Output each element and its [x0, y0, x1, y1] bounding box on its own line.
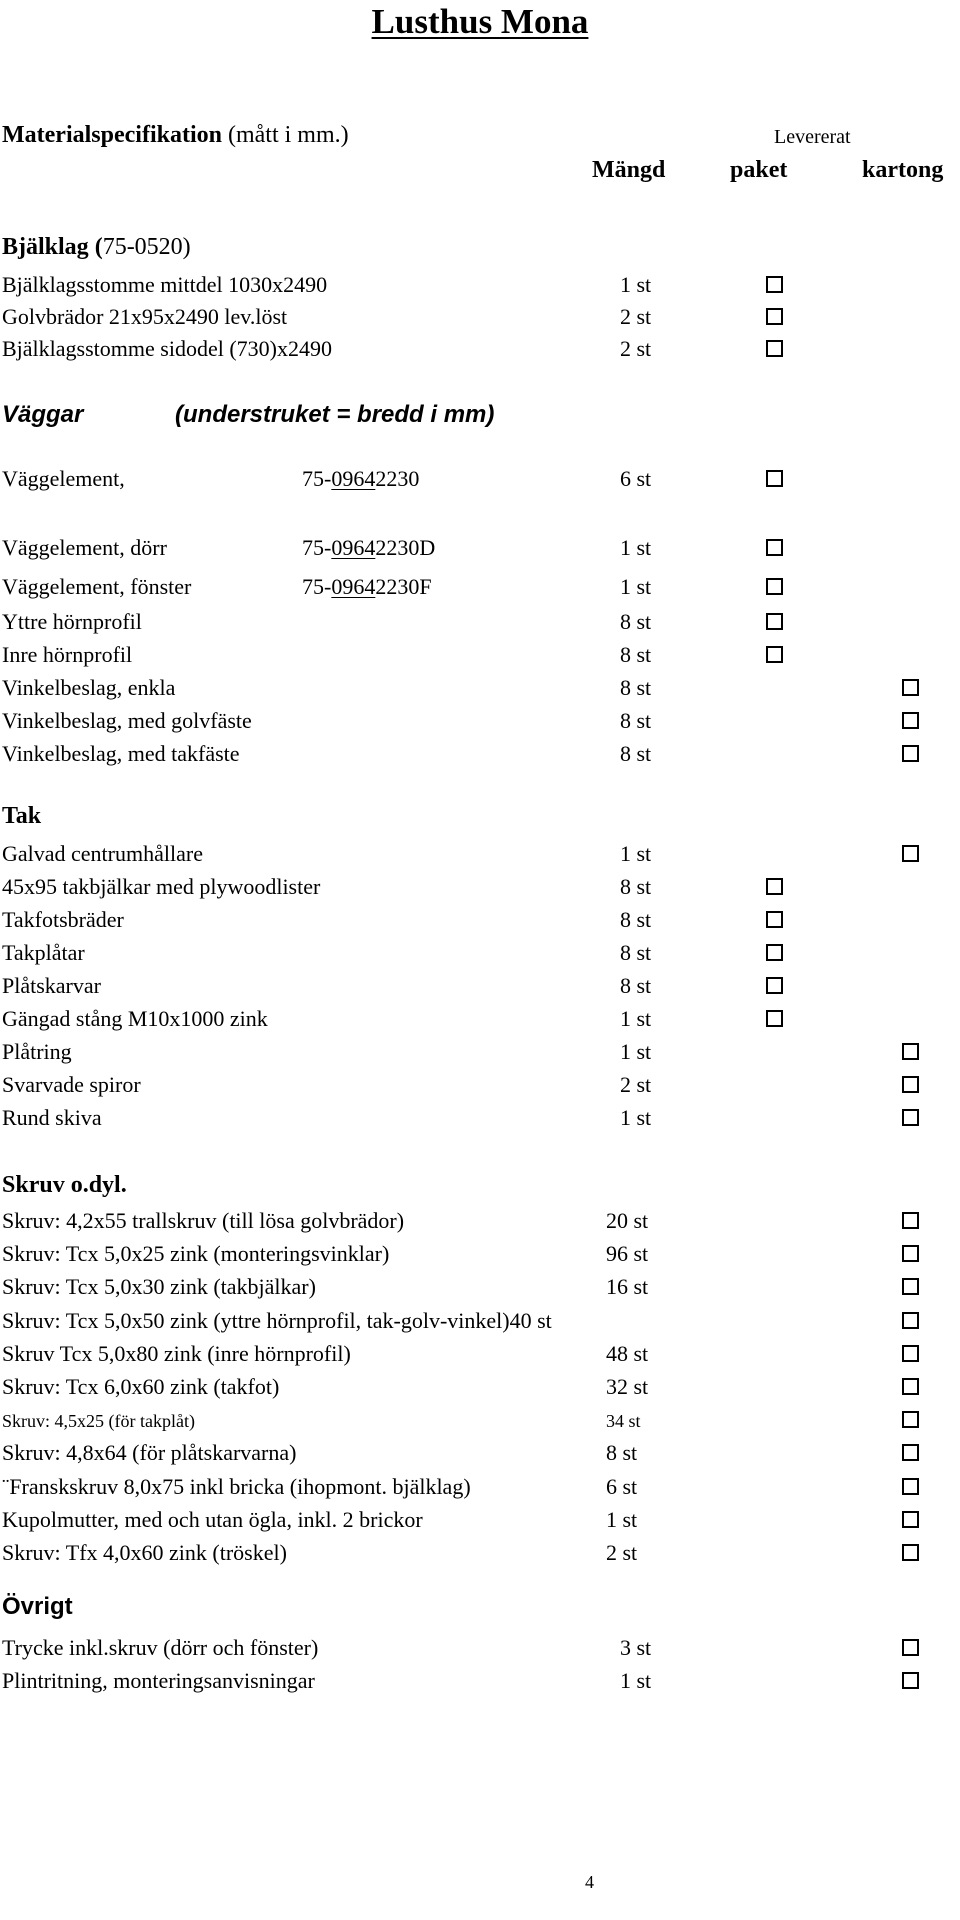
- item-quantity: 1 st: [620, 272, 652, 297]
- element-code-suffix: 2230: [375, 466, 420, 491]
- paket-checkbox[interactable]: [766, 276, 783, 293]
- item-quantity: 2 st: [620, 336, 652, 361]
- item-name: Skruv: Tcx 5,0x30 zink (takbjälkar): [2, 1274, 316, 1300]
- item-quantity: 8 st: [620, 708, 652, 733]
- item-name: Gängad stång M10x1000 zink: [2, 1006, 268, 1031]
- item-quantity: 16 st: [606, 1274, 649, 1300]
- item-name: Vinkelbeslag, med takfäste: [2, 741, 240, 766]
- item-quantity: 1 st: [606, 1506, 638, 1532]
- item-quantity: 8 st: [606, 1440, 638, 1466]
- item-name: Skruv: Tcx 6,0x60 zink (takfot): [2, 1374, 280, 1399]
- item-quantity: 8 st: [620, 973, 652, 998]
- item-name: Bjälklagsstomme sidodel (730)x2490: [2, 336, 332, 361]
- paket-checkbox[interactable]: [766, 944, 783, 961]
- kartong-checkbox[interactable]: [902, 1043, 919, 1060]
- kartong-checkbox[interactable]: [902, 1245, 919, 1262]
- section-heading-ovrigt: Övrigt: [2, 1593, 73, 1620]
- item-name: Skruv Tcx 5,0x80 zink (inre hörnprofil): [2, 1340, 351, 1366]
- element-code-prefix: 75-: [302, 466, 332, 491]
- title-text: Lusthus Mona: [371, 2, 589, 41]
- paket-checkbox[interactable]: [766, 646, 783, 663]
- vaggar-note: (understruket = bredd i mm): [175, 401, 495, 428]
- paket-checkbox[interactable]: [766, 578, 783, 595]
- element-code-prefix: 75-: [302, 535, 332, 560]
- element-code-prefix: 75-: [302, 574, 332, 599]
- element-code-width: 0964: [331, 466, 376, 491]
- column-header-kartong: kartong: [862, 157, 944, 183]
- item-name: Kupolmutter, med och utan ögla, inkl. 2 brickor: [2, 1506, 423, 1532]
- item-name: Golvbrädor 21x95x2490 lev.löst: [2, 304, 288, 329]
- item-quantity: 34 st: [606, 1411, 641, 1432]
- item-name: Skruv: Tcx 5,0x50 zink (yttre hörnprofil, tak-golv-vinkel)40 st: [2, 1307, 552, 1333]
- item-name: Skruv: Tfx 4,0x60 zink (tröskel): [2, 1540, 287, 1565]
- item-quantity: 2 st: [620, 304, 652, 329]
- element-code: [302, 468, 419, 490]
- element-code-suffix: 2230F: [375, 574, 432, 599]
- paket-checkbox[interactable]: [766, 977, 783, 994]
- item-quantity: 8 st: [620, 609, 652, 634]
- column-header-mangd: Mängd: [592, 157, 666, 183]
- kartong-checkbox[interactable]: [902, 712, 919, 729]
- item-quantity: 8 st: [620, 907, 652, 932]
- section-heading-tak: Tak: [2, 803, 42, 829]
- kartong-checkbox[interactable]: [902, 1544, 919, 1561]
- kartong-checkbox[interactable]: [902, 1478, 919, 1495]
- item-quantity: 1 st: [620, 1105, 652, 1130]
- spec-heading: [2, 123, 349, 147]
- item-quantity: 48 st: [606, 1340, 649, 1366]
- paket-checkbox[interactable]: [766, 340, 783, 357]
- levererat-label: Levererat: [774, 126, 851, 148]
- spec-heading-rest: (mått i mm.): [221, 122, 349, 148]
- item-name: Takplåtar: [2, 940, 85, 965]
- paket-checkbox[interactable]: [766, 911, 783, 928]
- kartong-checkbox[interactable]: [902, 1378, 919, 1395]
- item-quantity: 1 st: [620, 1668, 652, 1693]
- item-quantity: 8 st: [620, 642, 652, 667]
- item-quantity: 8 st: [620, 675, 652, 700]
- item-name: Galvad centrumhållare: [2, 841, 203, 866]
- item-quantity: 8 st: [620, 940, 652, 965]
- item-quantity: 1 st: [620, 574, 652, 599]
- item-name: Skruv: 4,8x64 (för plåtskarvarna): [2, 1440, 297, 1466]
- bjalklag-heading-paren: (: [88, 234, 103, 260]
- item-name: Rund skiva: [2, 1105, 102, 1130]
- kartong-checkbox[interactable]: [902, 1639, 919, 1656]
- element-code: [302, 576, 432, 598]
- paket-checkbox[interactable]: [766, 613, 783, 630]
- item-name: Takfotsbräder: [2, 907, 124, 932]
- item-quantity: 6 st: [606, 1473, 638, 1499]
- paket-checkbox[interactable]: [766, 308, 783, 325]
- kartong-checkbox[interactable]: [902, 1109, 919, 1126]
- item-quantity: 2 st: [606, 1540, 638, 1565]
- item-name: Yttre hörnprofil: [2, 609, 142, 634]
- item-quantity: 1 st: [620, 535, 652, 560]
- kartong-checkbox[interactable]: [902, 745, 919, 762]
- item-quantity: 1 st: [620, 1006, 652, 1031]
- column-header-paket: paket: [730, 157, 788, 183]
- item-quantity: 8 st: [620, 874, 652, 899]
- item-name: Skruv: Tcx 5,0x25 zink (monteringsvinklar): [2, 1241, 390, 1267]
- item-name: Plåtring: [2, 1039, 72, 1064]
- kartong-checkbox[interactable]: [902, 679, 919, 696]
- element-code-width: 0964: [331, 574, 376, 599]
- section-heading-skruv: Skruv o.dyl.: [2, 1172, 127, 1198]
- item-name: 45x95 takbjälkar med plywoodlister: [2, 874, 321, 899]
- paket-checkbox[interactable]: [766, 539, 783, 556]
- item-quantity: 1 st: [620, 1039, 652, 1064]
- page-title: [0, 2, 960, 42]
- section-heading-bjalklag: [2, 235, 191, 259]
- page-number: 4: [585, 1872, 594, 1892]
- item-name: Väggelement,: [2, 466, 125, 491]
- item-quantity: 8 st: [620, 741, 652, 766]
- kartong-checkbox[interactable]: [902, 1345, 919, 1362]
- item-name: ¨Franskskruv 8,0x75 inkl bricka (ihopmont. bjälklag): [2, 1473, 471, 1499]
- spec-heading-bold: Materialspecifikation: [2, 122, 222, 148]
- bjalklag-heading-code: 75-0520): [102, 234, 191, 260]
- item-quantity: 96 st: [606, 1241, 649, 1267]
- item-name: Väggelement, fönster: [2, 574, 192, 599]
- kartong-checkbox[interactable]: [902, 1278, 919, 1295]
- kartong-checkbox[interactable]: [902, 1212, 919, 1229]
- paket-checkbox[interactable]: [766, 470, 783, 487]
- item-name: Vinkelbeslag, med golvfäste: [2, 708, 252, 733]
- item-name: Trycke inkl.skruv (dörr och fönster): [2, 1635, 319, 1660]
- item-quantity: 3 st: [620, 1635, 652, 1660]
- item-quantity: 2 st: [620, 1072, 652, 1097]
- item-name: Skruv: 4,5x25 (för takplåt): [2, 1411, 195, 1432]
- paket-checkbox[interactable]: [766, 878, 783, 895]
- item-quantity: 20 st: [606, 1208, 649, 1233]
- item-quantity: 32 st: [606, 1374, 649, 1399]
- item-name: Bjälklagsstomme mittdel 1030x2490: [2, 272, 328, 297]
- item-quantity: 1 st: [620, 841, 652, 866]
- kartong-checkbox[interactable]: [902, 845, 919, 862]
- item-name: Svarvade spiror: [2, 1072, 141, 1097]
- item-name: Inre hörnprofil: [2, 642, 133, 667]
- kartong-checkbox[interactable]: [902, 1672, 919, 1689]
- kartong-checkbox[interactable]: [902, 1511, 919, 1528]
- bjalklag-heading-bold: Bjälklag: [2, 234, 89, 260]
- item-quantity: 6 st: [620, 466, 652, 491]
- kartong-checkbox[interactable]: [902, 1444, 919, 1461]
- item-name: Skruv: 4,2x55 trallskruv (till lösa golvbrädor): [2, 1208, 405, 1233]
- item-name: Vinkelbeslag, enkla: [2, 675, 176, 700]
- element-code-width: 0964: [331, 535, 376, 560]
- section-heading-vaggar: Väggar: [2, 401, 84, 428]
- item-name: Väggelement, dörr: [2, 535, 167, 560]
- kartong-checkbox[interactable]: [902, 1411, 919, 1428]
- item-name: Plintritning, monteringsanvisningar: [2, 1668, 315, 1693]
- paket-checkbox[interactable]: [766, 1010, 783, 1027]
- item-name: Plåtskarvar: [2, 973, 101, 998]
- element-code-suffix: 2230D: [375, 535, 436, 560]
- kartong-checkbox[interactable]: [902, 1076, 919, 1093]
- kartong-checkbox[interactable]: [902, 1312, 919, 1329]
- element-code: [302, 537, 435, 559]
